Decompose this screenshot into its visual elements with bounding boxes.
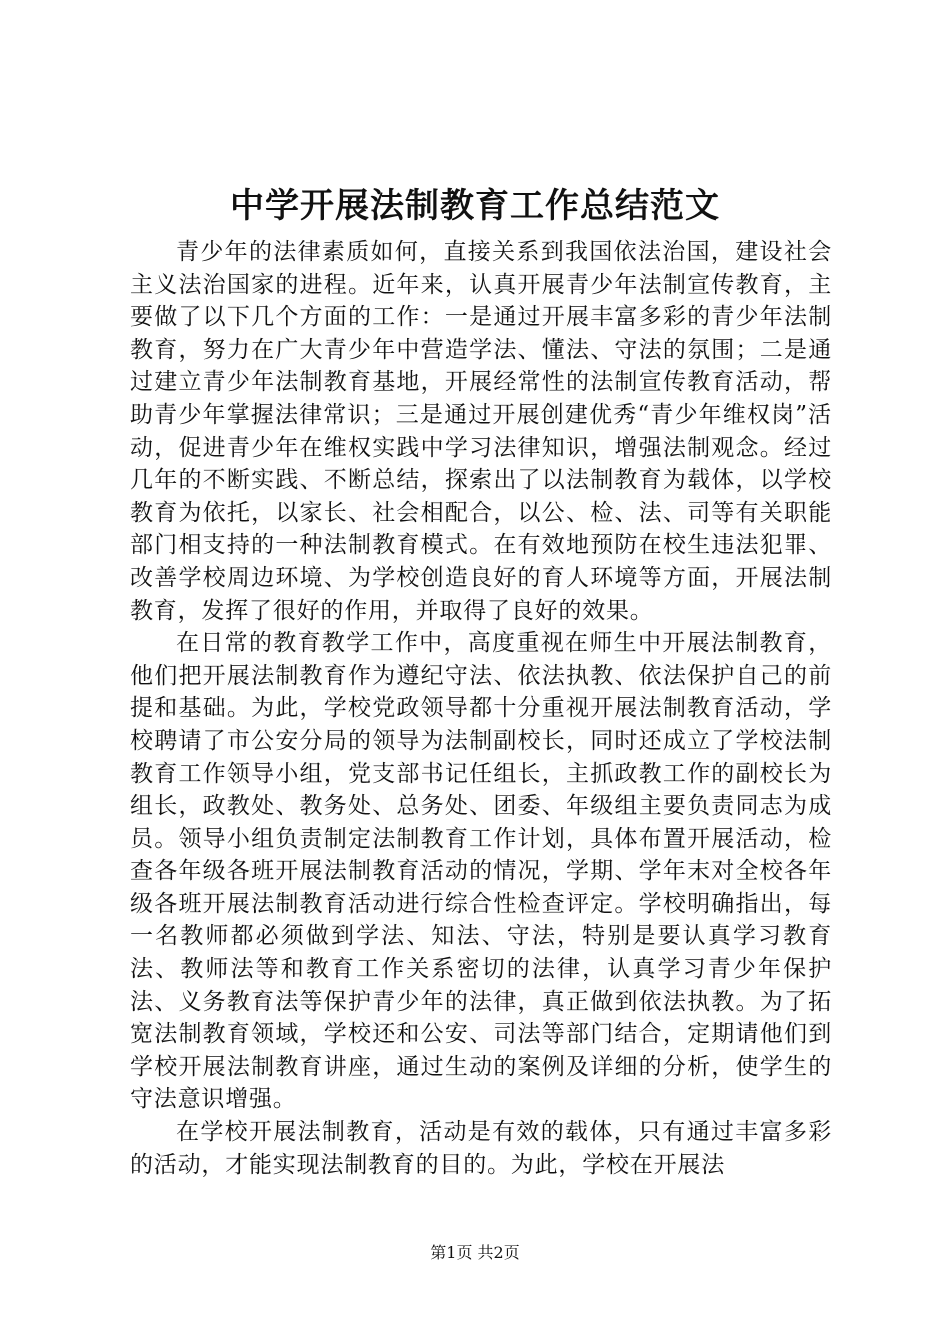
paragraph-2: 在日常的教育教学工作中，高度重视在师生中开展法制教育，他们把开展法制教育作为遵纪守法、依法执教、依法保护自己的前提和基础。为此，学校党政领导都十分重视开展法制教育活动，学校聘请了市公安分局的领导为法制副校长，同时还成立了学校法制教育工作领导小组，党支部书记任组长，主抓政教工作的副校长为组长，政教处、教务处、总务处、团委、年级组主要负责同志为成员。领导小组负责制定法制教育工作计划，具体布置开展活动，检查各年级各班开展法制教育活动的情况，学期、学年末对全校各年级各班开展法制教育活动进行综合性检查评定。学校明确指出，每一名教师都必须做到学法、知法、守法，特别是要认真学习教育法、教师法等和教育工作关系密切的法律，认真学习青少年保护法、义务教育法等保护青少年的法律，真正做到依法执教。为了拓宽法制教育领域，学校还和公安、司法等部门结合，定期请他们到学校开展法制教育讲座，通过生动的案例及详细的分析，使学生的守法意识增强。	[130, 630, 832, 1113]
paragraph-3: 在学校开展法制教育，活动是有效的载体，只有通过丰富多彩的活动，才能实现法制教育的目的。为此，学校在开展法	[130, 1119, 832, 1178]
document-title: 中学开展法制教育工作总结范文	[230, 186, 720, 226]
page-footer: 第1页 共2页	[430, 1243, 520, 1262]
document-body	[130, 236, 832, 1181]
paragraph-1: 青少年的法律素质如何，直接关系到我国依法治国，建设社会主义法治国家的进程。近年来，认真开展青少年法制宣传教育，主要做了以下几个方面的工作：一是通过开展丰富多彩的青少年法制教育，努力在广大青少年中营造学法、懂法、守法的氛围；二是通过建立青少年法制教育基地，开展经常性的法制宣传教育活动，帮助青少年掌握法律常识；三是通过开展创建优秀“青少年维权岗”活动，促进青少年在维权实践中学习法律知识，增强法制观念。经过几年的不断实践、不断总结，探索出了以法制教育为载体，以学校教育为依托，以家长、社会相配合，以公、检、法、司等有关职能部门相支持的一种法制教育模式。在有效地预防在校生违法犯罪、改善学校周边环境、为学校创造良好的育人环境等方面，开展法制教育，发挥了很好的作用，并取得了良好的效果。	[130, 239, 832, 624]
